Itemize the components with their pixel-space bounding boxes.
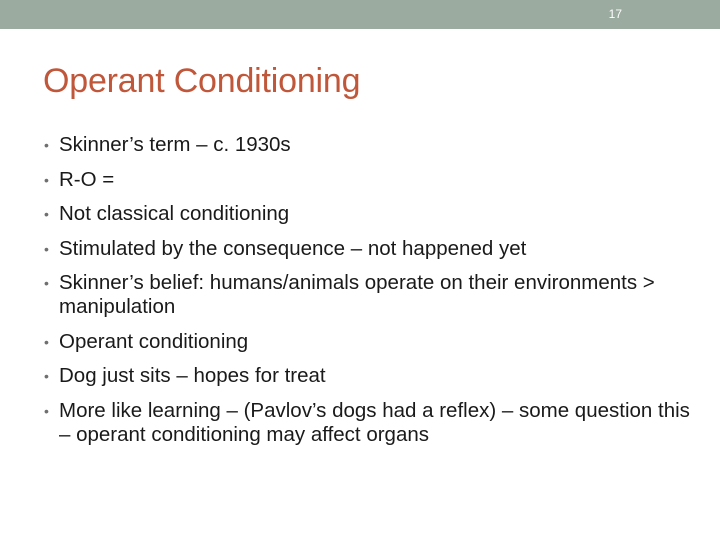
header-bar <box>0 0 720 29</box>
bullet-text: Skinner’s belief: humans/animals operate on their environments > manipulation <box>59 271 655 318</box>
bullet-text: More like learning – (Pavlov’s dogs had a reflex) – some question this – operant conditioning may affect organs <box>59 398 690 446</box>
bullet-item <box>44 271 694 319</box>
slide-title: Operant Conditioning <box>43 62 361 100</box>
bullet-dot-icon: • <box>44 171 49 188</box>
bullet-list <box>44 133 694 457</box>
bullet-item <box>44 364 694 388</box>
bullet-item <box>44 330 694 354</box>
bullet-item <box>44 168 694 192</box>
bullet-dot-icon: • <box>44 137 49 153</box>
bullet-text: Dog just sits – hopes for treat <box>59 364 326 387</box>
bullet-dot-icon: • <box>44 333 49 350</box>
bullet-item <box>44 133 694 157</box>
bullet-text: Stimulated by the consequence – not happened yet <box>59 236 527 260</box>
bullet-dot-icon: • <box>44 240 49 257</box>
bullet-text: R-O = <box>59 167 115 191</box>
bullet-text: Operant conditioning <box>59 329 249 353</box>
bullet-item <box>44 237 694 261</box>
bullet-text: Skinner’s term – c. 1930s <box>59 133 291 156</box>
bullet-dot-icon: • <box>44 402 49 419</box>
bullet-item <box>44 399 694 447</box>
bullet-dot-icon: • <box>44 206 49 222</box>
slide-number: 17 <box>608 7 622 21</box>
bullet-text: Not classical conditioning <box>59 202 290 225</box>
bullet-dot-icon: • <box>44 368 49 384</box>
bullet-dot-icon: • <box>44 275 49 291</box>
bullet-item <box>44 202 694 226</box>
